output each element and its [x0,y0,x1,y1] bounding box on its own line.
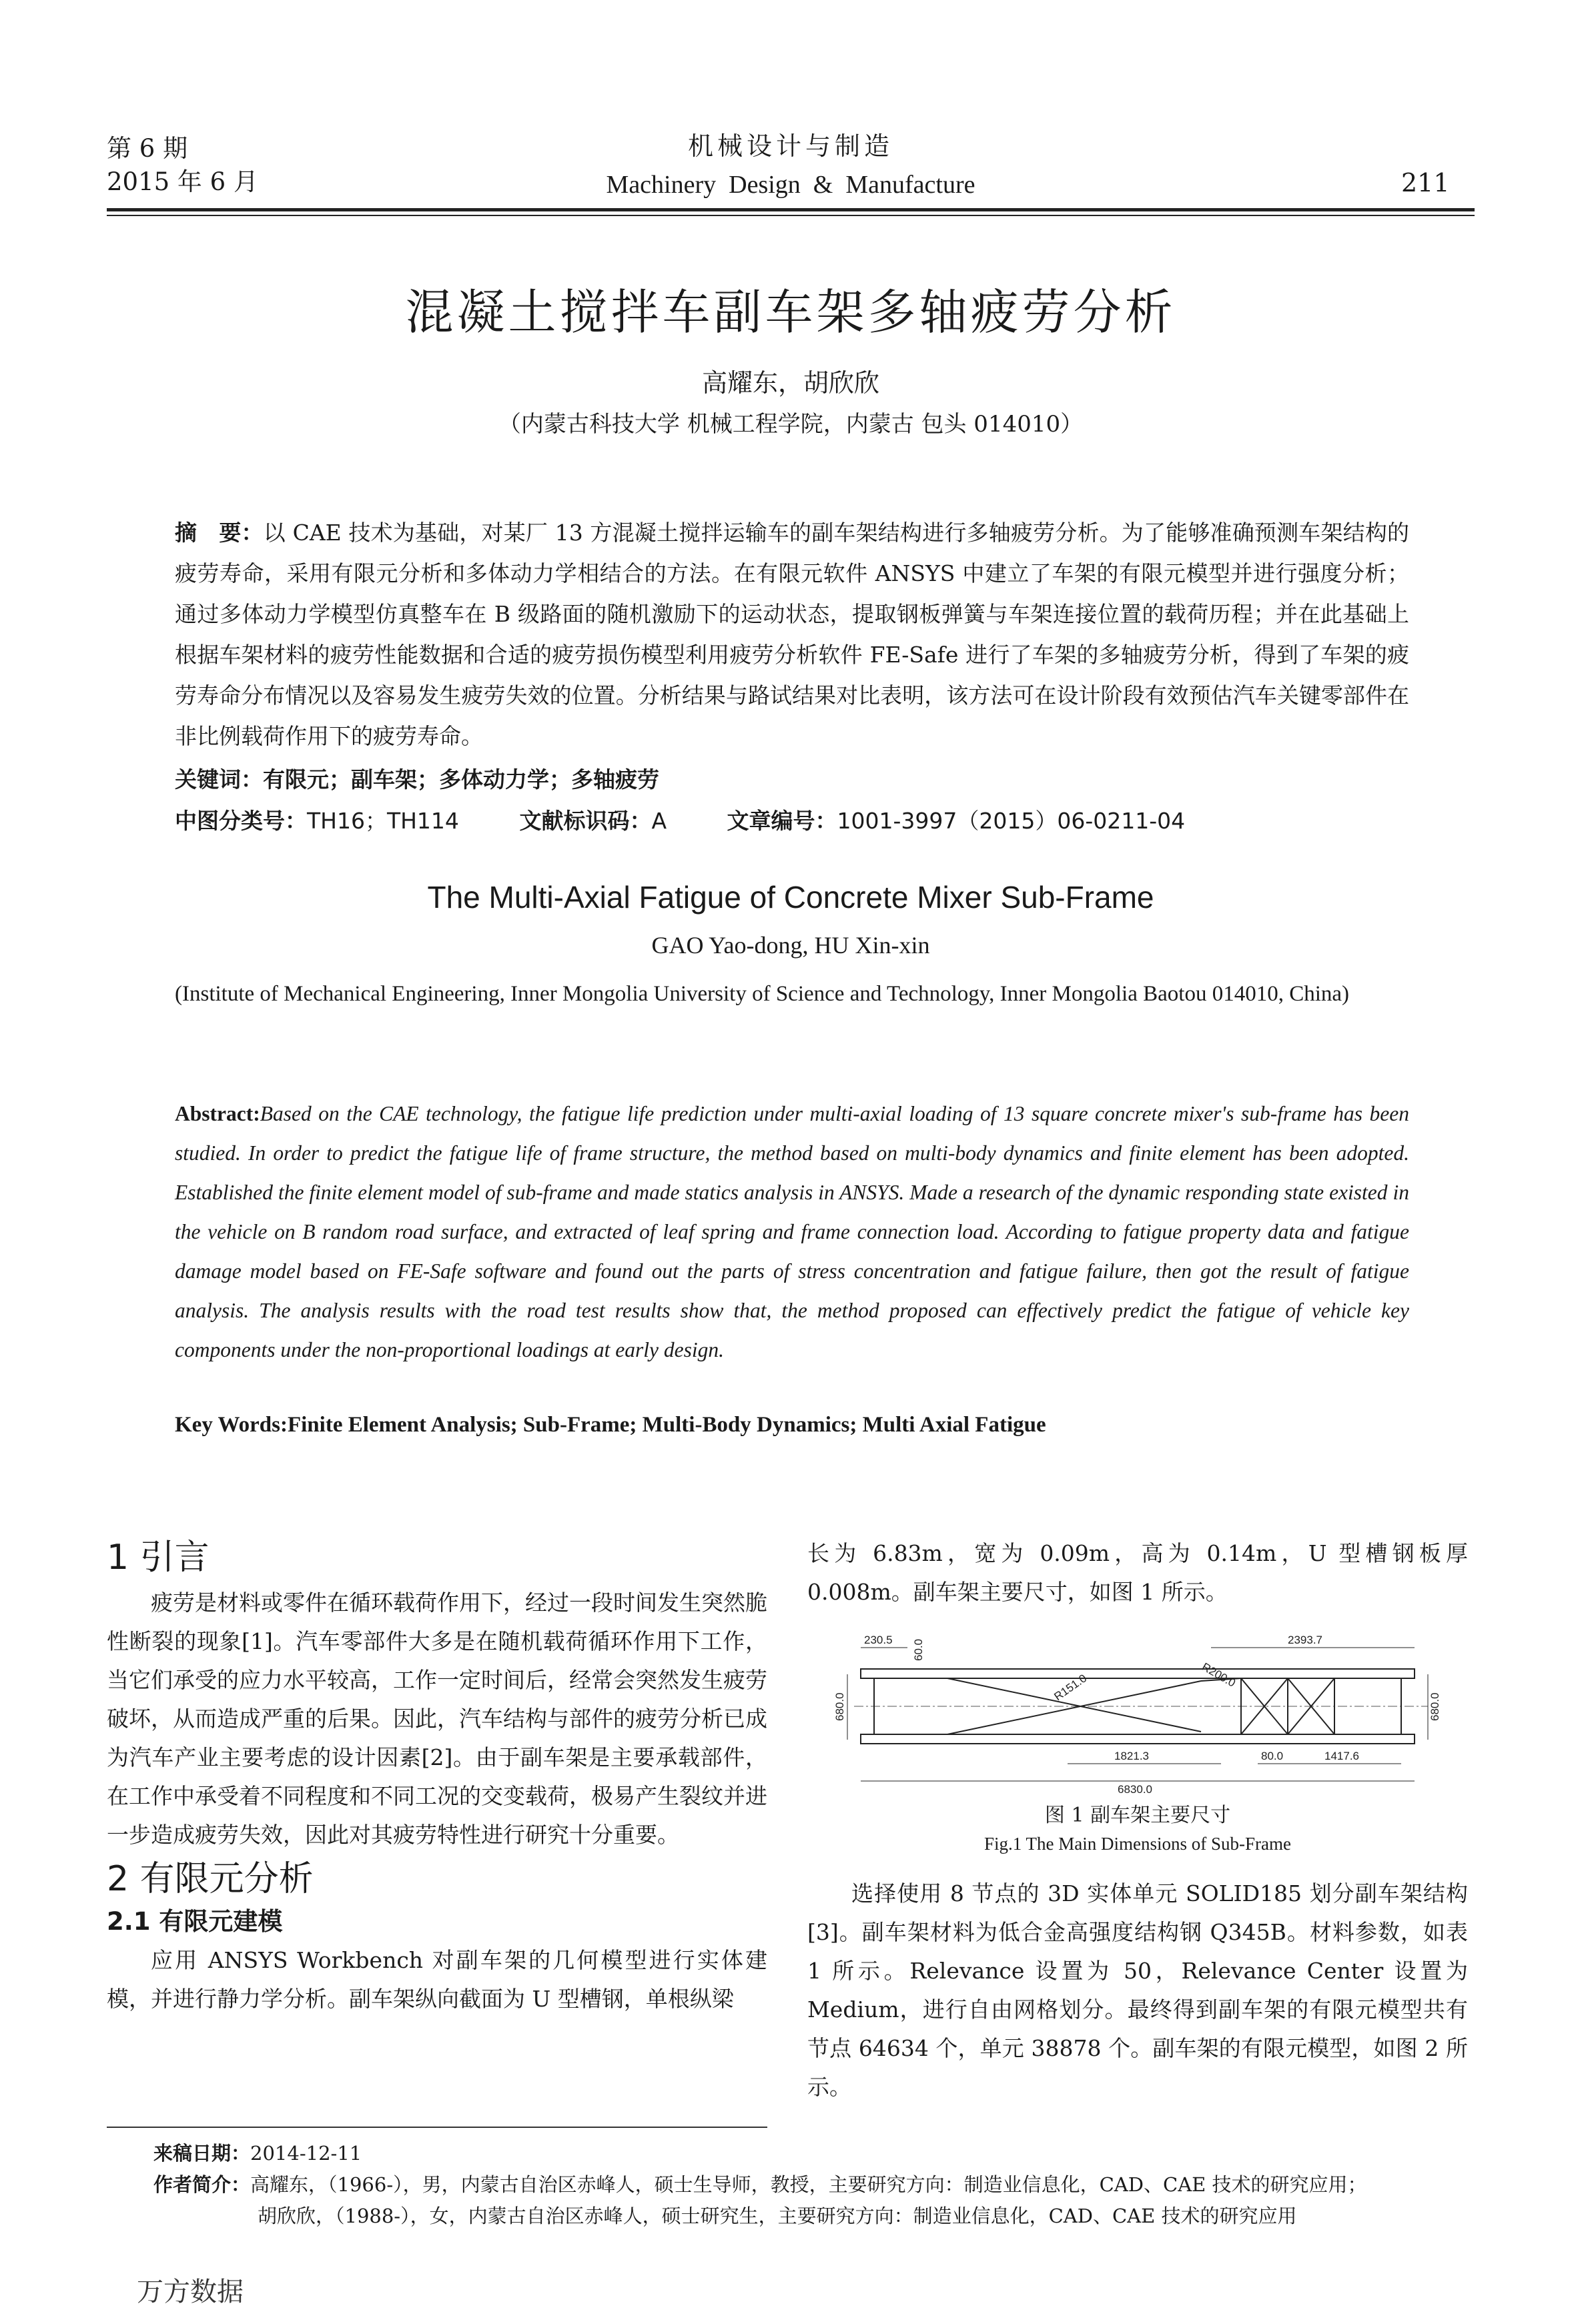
received-date [153,2138,1455,2169]
doc-code-value: A [651,808,667,834]
en-keywords [175,1413,1409,1437]
section-1-title: 1 引言 [107,1538,210,1578]
abstract-zh-text: 以 CAE 技术为基础，对某厂 13 方混凝土搅拌运输车的副车架结构进行多轴疲劳分析。为了能够准确预测车架结构的疲劳寿命，采用有限元分析和多体动力学相结合的方法。在有限元软件 ANSYS 中建立了车架的有限元模型并进行强度分析；通过多体动力学模型仿真整车在 B 级路面的随机激励下的运动状态，提取钢板弹簧与车架连接位置的载荷历程；并在此基础上根据车架材料的疲劳性能数据和合适的疲劳损伤模型利用疲劳分析软件 FE-Safe 进行了车架的多轴疲劳分析，得到了车架的疲劳寿命分布情况以及容易发生疲劳失效的位置。分析结果与路试结果对比表明，该方法可在设计阶段有效预估汽车关键零部件在非比例载荷作用下的疲劳寿命。 [175,520,1409,749]
page-number: 211 [1401,168,1450,197]
body-left-column [107,1534,767,2018]
header-rule-thin [107,215,1475,216]
en-authors: GAO Yao-dong, HU Xin-xin [651,932,930,959]
watermark: 万方数据 [137,2277,244,2307]
paper-title: 混凝土搅拌车副车架多轴疲劳分析 [405,284,1176,340]
received-label: 来稿日期： [153,2142,251,2165]
received-value: 2014-12-11 [250,2142,362,2165]
section-2-1-title: 2.1 有限元建模 [107,1907,283,1936]
clc-value: TH16；TH114 [307,808,459,834]
author-bio-1 [153,2169,1455,2201]
clc-label: 中图分类号： [175,808,307,834]
classification-line [175,800,1409,841]
bio-label: 作者简介： [153,2173,251,2196]
en-abstract-label: Abstract: [175,1102,260,1125]
issue-info [107,132,258,199]
abstract-zh-label: 摘 要： [175,520,264,546]
right-column-continued [807,1874,1468,2107]
bio-1-text: 高耀东，（1966-），男，内蒙古自治区赤峰人，硕士生导师，教授，主要研究方向：制造业信息化，CAD、CAE 技术的研究应用； [250,2173,1367,2196]
dim-label: 2393.7 [1288,1634,1322,1646]
footnote [153,2138,1455,2232]
en-abstract-text: Based on the CAE technology, the fatigue life prediction under multi-axial loading of 13 square concrete mixer's sub-frame has been studied. In order to predict the fatigue life of frame structure, the method based on multi-body dynamics and finite element has been adopted. Established the finite element model of sub-frame and made statics analysis in ANSYS. Made a research of the dynamic responding state existed in the vehicle on B random road surface, and extracted of leaf spring and frame connection load. According to fatigue property data and fatigue damage model based on FE-Safe software and found out the parts of stress concentration and fatigue failure, then got the result of fatigue analysis. The analysis results with the road test results show that, the method proposed can effectively predict the fatigue of vehicle key components under the non-proportional loadings at early design. [175,1102,1409,1361]
journal-name-en: Machinery Design & Manufacture [606,171,975,199]
dim-label: 1417.6 [1324,1750,1359,1762]
right-paragraph-2: 选择使用 8 节点的 3D 实体单元 SOLID185 划分副车架结构[3]。副车架材料为低合金高强度结构钢 Q345B。材料参数，如表 1 所示。Relevance 设置为 50，Relevance Center 设置为 Medium，进行自由网格划分。最终得到副车架的有限元模型共有节点 64634 个，单元 38878 个。副车架的有限元模型，如图 2 所示。 [807,1880,1468,2100]
dim-label: 60.0 [912,1638,925,1661]
dim-label: R200.0 [1200,1660,1238,1690]
footnote-rule [107,2127,767,2128]
issue-number: 第 6 期 [107,134,188,163]
journal-name-cn: 机械设计与制造 [687,131,893,161]
article-number-label: 文章编号： [727,808,837,834]
en-keywords-label: Key Words: [175,1413,288,1437]
header-rule-thick [107,208,1475,211]
author-bio-2: 胡欣欣，（1988-），女，内蒙古自治区赤峰人，硕士研究生，主要研究方向：制造业信息化，CAD、CAE 技术的研究应用 [258,2205,1297,2227]
doc-code-label: 文献标识码： [519,808,652,834]
keywords-zh-label: 关键词： [175,766,263,792]
abstract-zh [175,512,1409,756]
paper-affiliation: （内蒙古科技大学 机械工程学院，内蒙古 包头 014010） [498,411,1084,438]
dim-label: 6830.0 [1118,1783,1152,1794]
dim-label: 680.0 [833,1692,846,1721]
keywords-zh-text: 有限元；副车架；多体动力学；多轴疲劳 [263,766,659,792]
figure-1-caption-en: Fig.1 The Main Dimensions of Sub-Frame [984,1834,1291,1854]
section-1-paragraph: 疲劳是材料或零件在循环载荷作用下，经过一段时间发生突然脆性断裂的现象[1]。汽车零部件大多是在随机载荷循环作用下工作，当它们承受的应力水平较高，工作一定时间后，经常会突然发生疲劳破坏，从而造成严重的后果。因此，汽车结构与部件的疲劳分析已成为汽车产业主要考虑的设计因素[2]。由于副车架是主要承载部件，在工作中承受着不同程度和不同工况的交变载荷，极易产生裂纹并进一步造成疲劳失效，因此对其疲劳特性进行研究十分重要。 [107,1590,767,1848]
dim-label: R151.0 [1052,1672,1090,1704]
section-2-1-paragraph: 应用 ANSYS Workbench 对副车架的几何模型进行实体建模，并进行静力学分析。副车架纵向截面为 U 型槽钢，单根纵梁 [107,1947,767,2012]
en-title: The Multi-Axial Fatigue of Concrete Mixer Sub-Frame [427,880,1154,915]
paper-authors: 高耀东，胡欣欣 [701,368,879,398]
figure-1-drawing [827,1621,1448,1794]
section-2-title: 2 有限元分析 [107,1859,314,1899]
frame-bottom-rail [861,1734,1415,1744]
journal-name [434,127,1148,204]
en-keywords-text: Finite Element Analysis; Sub-Frame; Multi-Body Dynamics; Multi Axial Fatigue [287,1413,1046,1437]
figure-1-caption-zh: 图 1 副车架主要尺寸 [1044,1804,1231,1827]
body-right-column [807,1534,1468,1612]
dim-label: 230.5 [864,1634,893,1646]
en-affiliation: (Institute of Mechanical Engineering, Inner Mongolia University of Science and Technology, Inner Mongolia Baotou 014010, China) [175,982,1350,1006]
issue-date: 2015 年 6 月 [107,167,258,196]
dim-label: 80.0 [1261,1750,1284,1762]
right-paragraph-1: 长为 6.83m，宽为 0.09m，高为 0.14m，U 型槽钢板厚 0.008m。副车架主要尺寸，如图 1 所示。 [807,1540,1468,1605]
article-number-value: 1001-3997（2015）06-0211-04 [837,808,1186,834]
keywords-zh [175,759,1409,800]
frame-top-rail [861,1669,1415,1678]
dim-label: 680.0 [1429,1692,1441,1721]
en-abstract [175,1094,1409,1369]
dim-label: 1821.3 [1114,1750,1149,1762]
